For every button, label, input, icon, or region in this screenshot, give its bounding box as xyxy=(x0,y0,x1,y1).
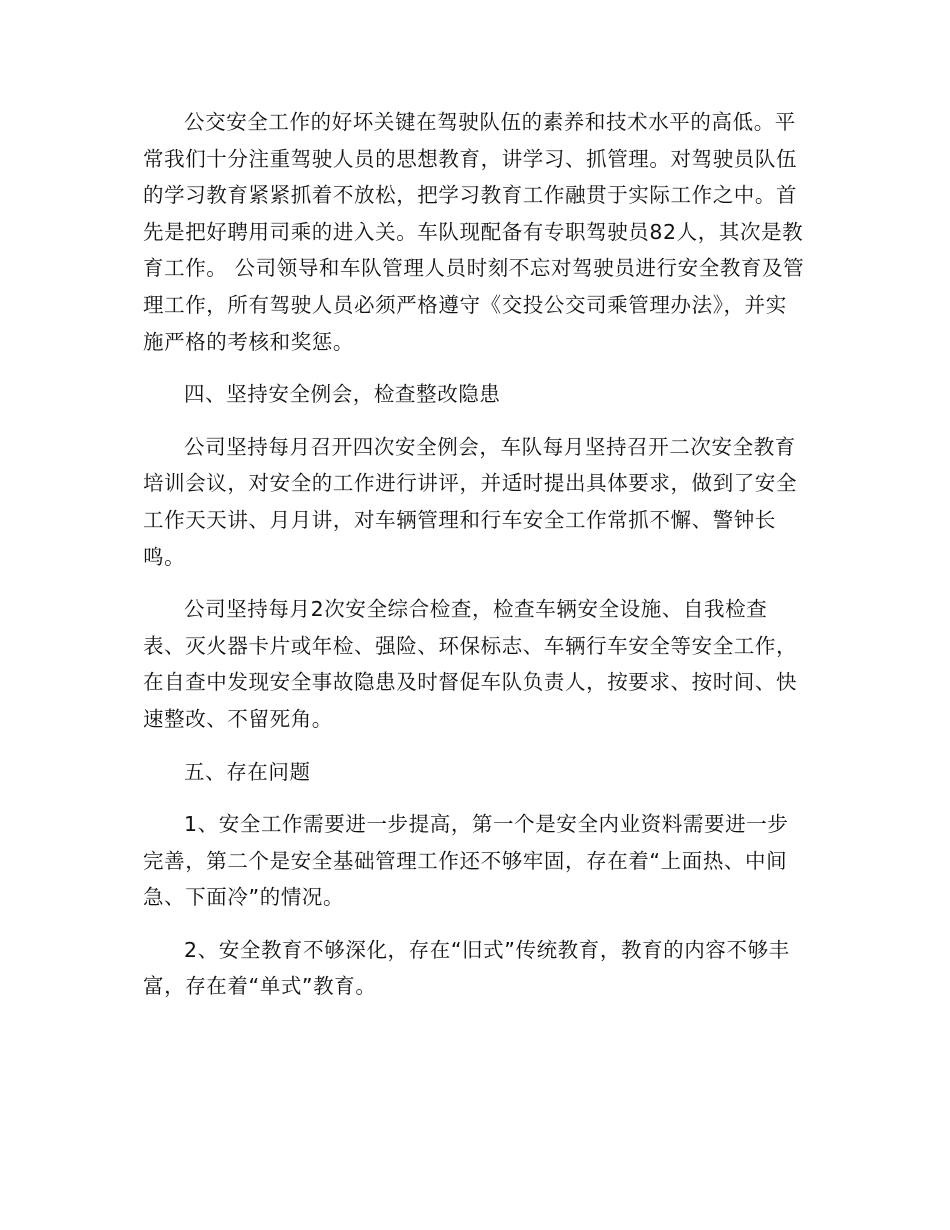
paragraph-monthly-meetings: 公司坚持每月召开四次安全例会，车队每月坚持召开二次安全教育培训会议，对安全的工作进行讲评，并适时提出具体要求，做到了安全工作天天讲、月月讲，对车辆管理和行车安全工作常抓不懈、警钟长鸣。 xyxy=(143,434,798,569)
section-heading-safety-meetings: 四、坚持安全例会，检查整改隐患 xyxy=(184,382,501,407)
paragraph-driver-education: 公交安全工作的好坏关键在驾驶队伍的素养和技术水平的高低。平常我们十分注重驾驶人员的思想教育，讲学习、抓管理。对驾驶员队伍的学习教育紧紧抓着不放松，把学习教育工作融贯于实际工作之中。首先是把好聘用司乘的进入关。车队现配备有专职驾驶员82人，其次是教育工作。 公司领导和车队管理人员时刻不忘对驾驶员进行安全教育及管理工作，所有驾驶人员必须严格遵守《交投公交司乘管理办法》，并实施严格的考核和奖惩。 xyxy=(143,110,805,354)
document-body xyxy=(143,104,807,1021)
paragraph-problem-1: 1、安全工作需要进一步提高，第一个是安全内业资料需要进一步完善，第二个是安全基础管理工作还不够牢固，存在着“上面热、中间急、下面冷”的情况。 xyxy=(143,812,789,910)
section-heading-existing-problems: 五、存在问题 xyxy=(184,759,311,784)
paragraph-problem-2: 2、安全教育不够深化，存在“旧式”传统教育，教育的内容不够丰富，存在着“单式”教育。 xyxy=(143,937,790,999)
paragraph-monthly-inspections: 公司坚持每月2次安全综合检查，检查车辆安全设施、自我检查表、灭火器卡片或年检、强险、环保标志、车辆行车安全等安全工作，在自查中发现安全事故隐患及时督促车队负责人，按要求、按时间、快速整改、不留死角。 xyxy=(143,597,798,731)
